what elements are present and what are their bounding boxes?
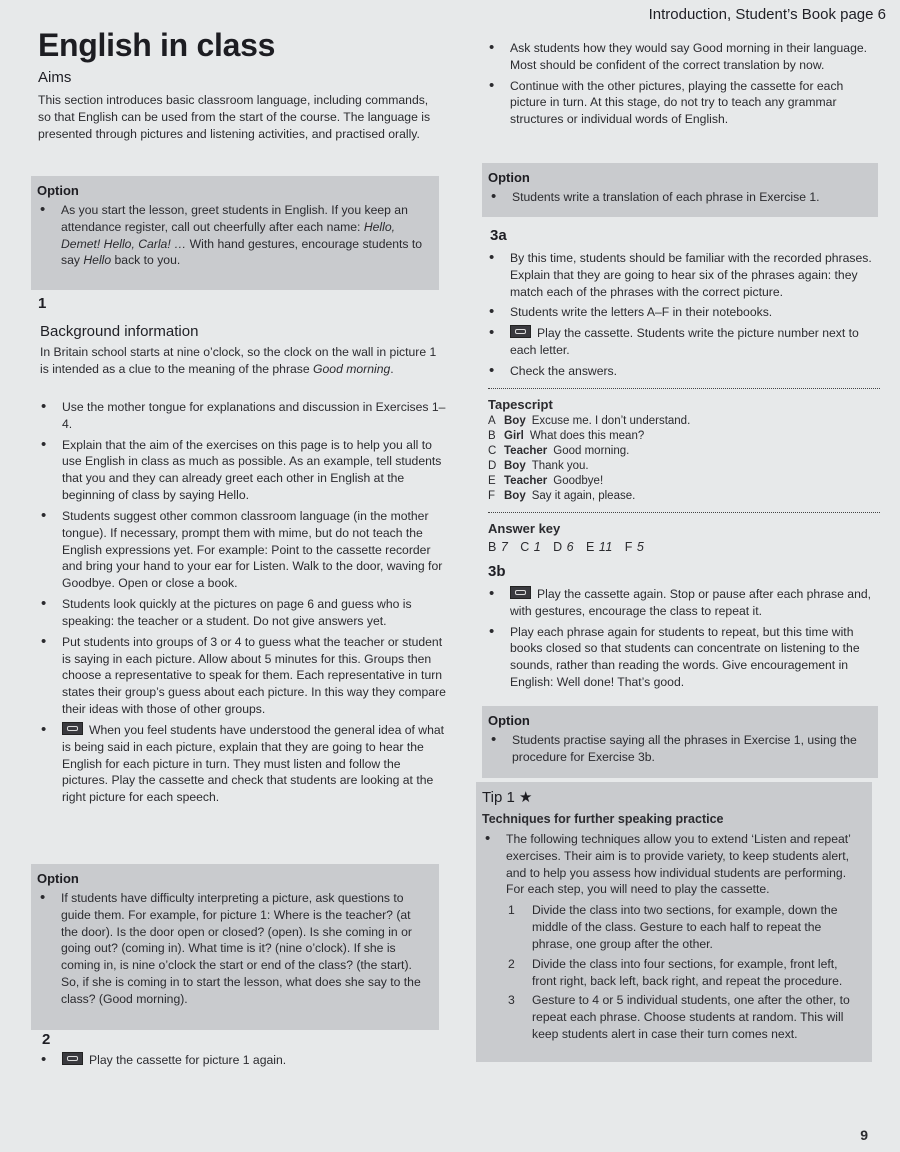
- tip-heading: Tip 1 ★: [482, 789, 533, 806]
- dotted-divider: [488, 388, 880, 389]
- background-heading: Background information: [40, 323, 199, 340]
- section-3b-heading: 3b: [488, 563, 506, 580]
- option-box-2: [31, 864, 439, 1030]
- background-text: In Britain school starts at nine o’clock, so the clock on the wall in picture 1 is intended as a clue to the meaning of the phrase Good morning.: [40, 345, 437, 376]
- bullet-item: • Play the cassette again. Stop or pause after each phrase and, with gestures, encourage the class to repeat it.: [486, 586, 878, 620]
- bullet-item: • By this time, students should be familiar with the recorded phrases. Explain that they are going to hear six of the phrases again: they match each of the phrases with the correct picture.: [486, 250, 878, 300]
- cassette-icon: [62, 1052, 83, 1065]
- tapescript-line: B Girl What does this mean?: [488, 430, 645, 442]
- option-bullet: • Students practise saying all the phrases in Exercise 1, using the procedure for Exercise 3b.: [488, 732, 868, 766]
- tip-step: 1 Divide the class into two sections, for example, down the middle of the class. Gesture to each half to repeat the phrase, one group after the other.: [508, 903, 838, 951]
- bullet-item: • Ask students how they would say Good morning in their language. Most should be confident of the correct translation by now.: [486, 40, 878, 74]
- option-box-3: [482, 163, 878, 217]
- bullet-item: • Use the mother tongue for explanations and discussion in Exercises 1–4.: [38, 399, 448, 433]
- bullet-item: • Explain that the aim of the exercises on this page is to help you all to use English in class as much as possible. As an example, tell students that you and they can already greet each other in English at the beginning of class by saying Hello.: [38, 437, 448, 504]
- page-title: English in class: [38, 27, 276, 63]
- option-bullet: • Students write a translation of each phrase in Exercise 1.: [488, 189, 868, 206]
- tapescript: [488, 414, 868, 504]
- option-heading: Option: [488, 170, 530, 185]
- bullet-item: • Students look quickly at the pictures on page 6 and guess who is speaking: the teacher or a student. Do not give answers yet.: [38, 596, 448, 630]
- option-bullet: • If students have difficulty interpreting a picture, ask questions to guide them. For example, for picture 1: Where is the teacher? (at the door). Is the door open or closed? (open). Is she coming in or going out? (coming in). What time is it? (nine o’clock). If she is coming in, is nine o’clock the start or end of the class? (the start). So, if she is coming in to start the lesson, what does she say to the class? (Good morning).: [37, 890, 429, 1008]
- tip-subheading: Techniques for further speaking practice: [482, 811, 724, 826]
- section-3b-bullets: [486, 586, 878, 695]
- tip-bullet: • The following techniques allow you to extend ‘Listen and repeat’ exercises. Their aim is to provide variety, to keep students alert, and to help you assess how individual students are performing. For each step, you will need to play the cassette.: [482, 831, 862, 898]
- top-bullets: [486, 40, 878, 132]
- tapescript-line: E Teacher Goodbye!: [488, 475, 604, 487]
- option-heading: Option: [37, 871, 79, 886]
- section-2-number: 2: [42, 1031, 51, 1048]
- option-heading: Option: [488, 713, 530, 728]
- dotted-divider: [488, 512, 880, 513]
- cassette-icon: [62, 722, 83, 735]
- tapescript-heading: Tapescript: [488, 397, 553, 412]
- option-heading: Option: [37, 183, 79, 198]
- section-3a-heading: 3a: [490, 227, 507, 244]
- option-box-4: [482, 706, 878, 778]
- answer-key: B 7 C 1 D 6 E 11 F 5: [488, 540, 645, 554]
- answer-key-heading: Answer key: [488, 521, 561, 536]
- section-2-bullets: [38, 1052, 438, 1073]
- bullet-item: • When you feel students have understood the general idea of what is being said in each picture, explain that they are going to hear the English for each picture in turn. They must listen and follow the pictures. Play the cassette and check that students are looking at the right picture for each speech.: [38, 722, 448, 806]
- cassette-icon: [510, 586, 531, 599]
- tip-step: 3 Gesture to 4 or 5 individual students, one after the other, to repeat each phrase. Choose students at random. This will keep students alert in case their turn comes next.: [508, 993, 850, 1042]
- option-bullet: • As you start the lesson, greet students in English. If you keep an attendance register, call out cheerfully after each name: Hello, Demet! Hello, Carla! … With hand gestures, encourage students to say Hello back to you.: [37, 202, 429, 269]
- bullet-item: • Students write the letters A–F in their notebooks.: [486, 304, 878, 321]
- section-3a-bullets: [486, 250, 878, 384]
- bullet-item: • Play each phrase again for students to repeat, but this time with books closed so that students can concentrate on listening to the sounds, rather than reading the words. Give encouragement in English: Well done! That’s good.: [486, 624, 878, 691]
- tapescript-line: C Teacher Good morning.: [488, 445, 630, 457]
- tip-box: [476, 782, 872, 1062]
- bullet-item: • Students suggest other common classroom language (in the mother tongue). If necessary, prompt them with mime, but do not teach the English expressions yet. For example: Point to the cassette recorder and bring your hand to your ear for Listen. Walk to the door, waving for Goodbye. Open or close a book.: [38, 508, 448, 592]
- tapescript-line: F Boy Say it again, please.: [488, 490, 636, 502]
- page-number: 9: [860, 1127, 868, 1143]
- aims-heading: Aims: [38, 69, 72, 86]
- bullet-item: • Continue with the other pictures, playing the cassette for each picture in turn. At this stage, do not try to teach any grammar structures or individual words of English.: [486, 78, 878, 128]
- bullet-item: • Play the cassette. Students write the picture number next to each letter.: [486, 325, 878, 359]
- tapescript-line: A Boy Excuse me. I don’t understand.: [488, 415, 691, 427]
- tip-step: 2 Divide the class into four sections, for example, front left, front right, back left, back right, and repeat the procedure.: [508, 956, 843, 988]
- section-1-bullets: [38, 399, 448, 810]
- option-box-1: [31, 176, 439, 290]
- bullet-item: • Put students into groups of 3 or 4 to guess what the teacher or student is saying in each picture. Allow about 5 minutes for this. Groups then choose a representative to speak for them. Each representative in turn states their group’s guess about each picture. In this way they compare their ideas with those of other groups.: [38, 634, 448, 718]
- bullet-item: • Play the cassette for picture 1 again.: [38, 1052, 438, 1069]
- aims-text: This section introduces basic classroom language, including commands, so that English can be used from the start of the course. The language is presented through pictures and listening activities, and practised orally.: [38, 93, 431, 141]
- tip-steps: [482, 902, 862, 1043]
- bullet-item: • Check the answers.: [486, 363, 878, 380]
- cassette-icon: [510, 325, 531, 338]
- running-head: Introduction, Student’s Book page 6: [648, 6, 886, 23]
- section-1-number: 1: [38, 295, 47, 312]
- tapescript-line: D Boy Thank you.: [488, 460, 589, 472]
